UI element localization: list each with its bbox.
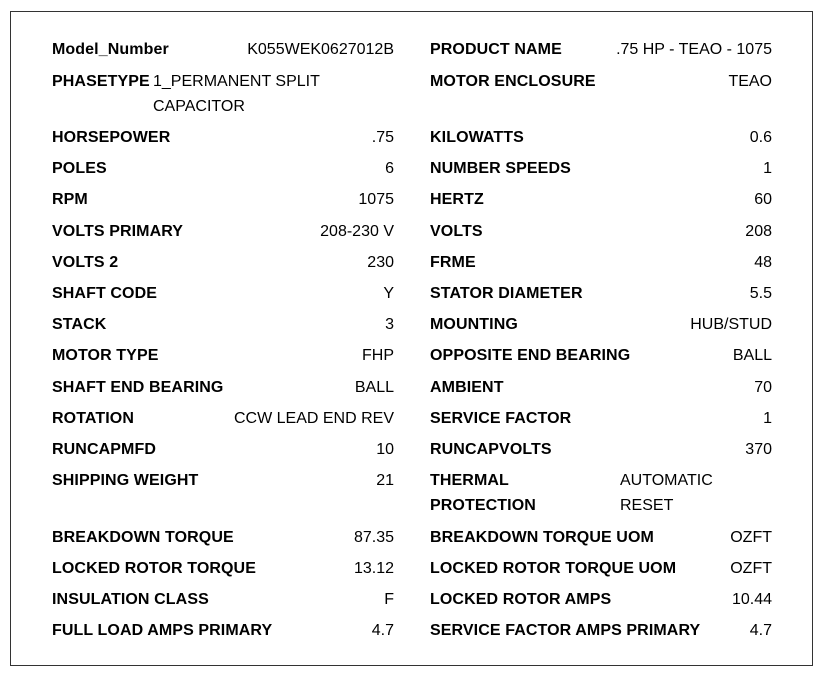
spec-value: AUTOMATIC RESET: [620, 472, 713, 514]
spec-label: NUMBER SPEEDS: [430, 160, 571, 177]
spec-label: Model_Number: [52, 41, 169, 58]
spec-label: MOUNTING: [430, 316, 518, 333]
spec-value: 1: [763, 410, 772, 427]
spec-value: 60: [754, 191, 772, 208]
spec-value: 208: [745, 223, 772, 240]
spec-value: 5.5: [749, 285, 772, 302]
spec-label: OPPOSITE END BEARING: [430, 347, 631, 364]
spec-label: MOTOR ENCLOSURE: [430, 73, 596, 90]
spec-label: SERVICE FACTOR: [430, 410, 572, 427]
spec-label: RPM: [52, 191, 88, 208]
spec-value: FHP: [362, 347, 394, 364]
spec-value: 48: [754, 254, 772, 271]
spec-label: HORSEPOWER: [52, 129, 171, 146]
spec-value: F: [384, 591, 394, 608]
spec-value: HUB/STUD: [690, 316, 772, 333]
spec-label: RUNCAPMFD: [52, 441, 157, 458]
spec-label: STACK: [52, 316, 107, 333]
spec-value: 1075: [358, 191, 394, 208]
spec-label: AMBIENT: [430, 379, 504, 396]
spec-label: VOLTS PRIMARY: [52, 223, 184, 240]
spec-sheet: [10, 11, 813, 666]
spec-value: 87.35: [353, 529, 394, 546]
spec-label: FRME: [430, 254, 476, 271]
spec-label: SHAFT CODE: [52, 285, 157, 302]
spec-label: THERMAL PROTECTION: [430, 472, 536, 514]
spec-value: 4.7: [371, 622, 394, 639]
spec-label: KILOWATTS: [430, 129, 524, 146]
spec-label: PHASETYPE: [52, 73, 150, 90]
spec-value: BALL: [732, 347, 772, 364]
spec-value: 0.6: [749, 129, 772, 146]
spec-label: VOLTS 2: [52, 254, 119, 271]
spec-value: OZFT: [730, 529, 772, 546]
spec-value: 230: [367, 254, 394, 271]
spec-label: LOCKED ROTOR TORQUE: [52, 560, 256, 577]
spec-label: SHIPPING WEIGHT: [52, 472, 199, 489]
spec-value: Y: [383, 285, 394, 302]
spec-label: RUNCAPVOLTS: [430, 441, 552, 458]
spec-value: 208-230 V: [320, 223, 394, 240]
spec-label: SHAFT END BEARING: [52, 379, 224, 396]
spec-value: .75 HP - TEAO - 1075: [616, 41, 772, 58]
spec-value: 13.12: [353, 560, 394, 577]
spec-value: TEAO: [728, 73, 772, 90]
spec-value: OZFT: [730, 560, 772, 577]
spec-label: VOLTS: [430, 223, 483, 240]
spec-label: SERVICE FACTOR AMPS PRIMARY: [430, 622, 701, 639]
spec-label: LOCKED ROTOR AMPS: [430, 591, 612, 608]
spec-value: 10.44: [731, 591, 772, 608]
spec-value: .75: [371, 129, 394, 146]
spec-label: PRODUCT NAME: [430, 41, 562, 58]
spec-label: FULL LOAD AMPS PRIMARY: [52, 622, 273, 639]
spec-value: 1_PERMANENT SPLIT CAPACITOR: [153, 73, 320, 115]
spec-label: STATOR DIAMETER: [430, 285, 583, 302]
spec-value: 3: [385, 316, 394, 333]
spec-label: INSULATION CLASS: [52, 591, 209, 608]
spec-value: 6: [385, 160, 394, 177]
spec-value: K055WEK0627012B: [247, 41, 394, 58]
spec-value: 1: [763, 160, 772, 177]
spec-value: 370: [745, 441, 772, 458]
spec-value: 4.7: [749, 622, 772, 639]
spec-value: 70: [754, 379, 772, 396]
spec-label: POLES: [52, 160, 107, 177]
spec-value: 21: [376, 472, 394, 489]
spec-value: BALL: [354, 379, 394, 396]
spec-label: MOTOR TYPE: [52, 347, 159, 364]
spec-label: BREAKDOWN TORQUE: [52, 529, 234, 546]
spec-label: LOCKED ROTOR TORQUE UOM: [430, 560, 677, 577]
spec-label: ROTATION: [52, 410, 134, 427]
spec-label: HERTZ: [430, 191, 484, 208]
spec-value: CCW LEAD END REV: [233, 410, 394, 427]
spec-value: 10: [376, 441, 394, 458]
spec-label: BREAKDOWN TORQUE UOM: [430, 529, 654, 546]
